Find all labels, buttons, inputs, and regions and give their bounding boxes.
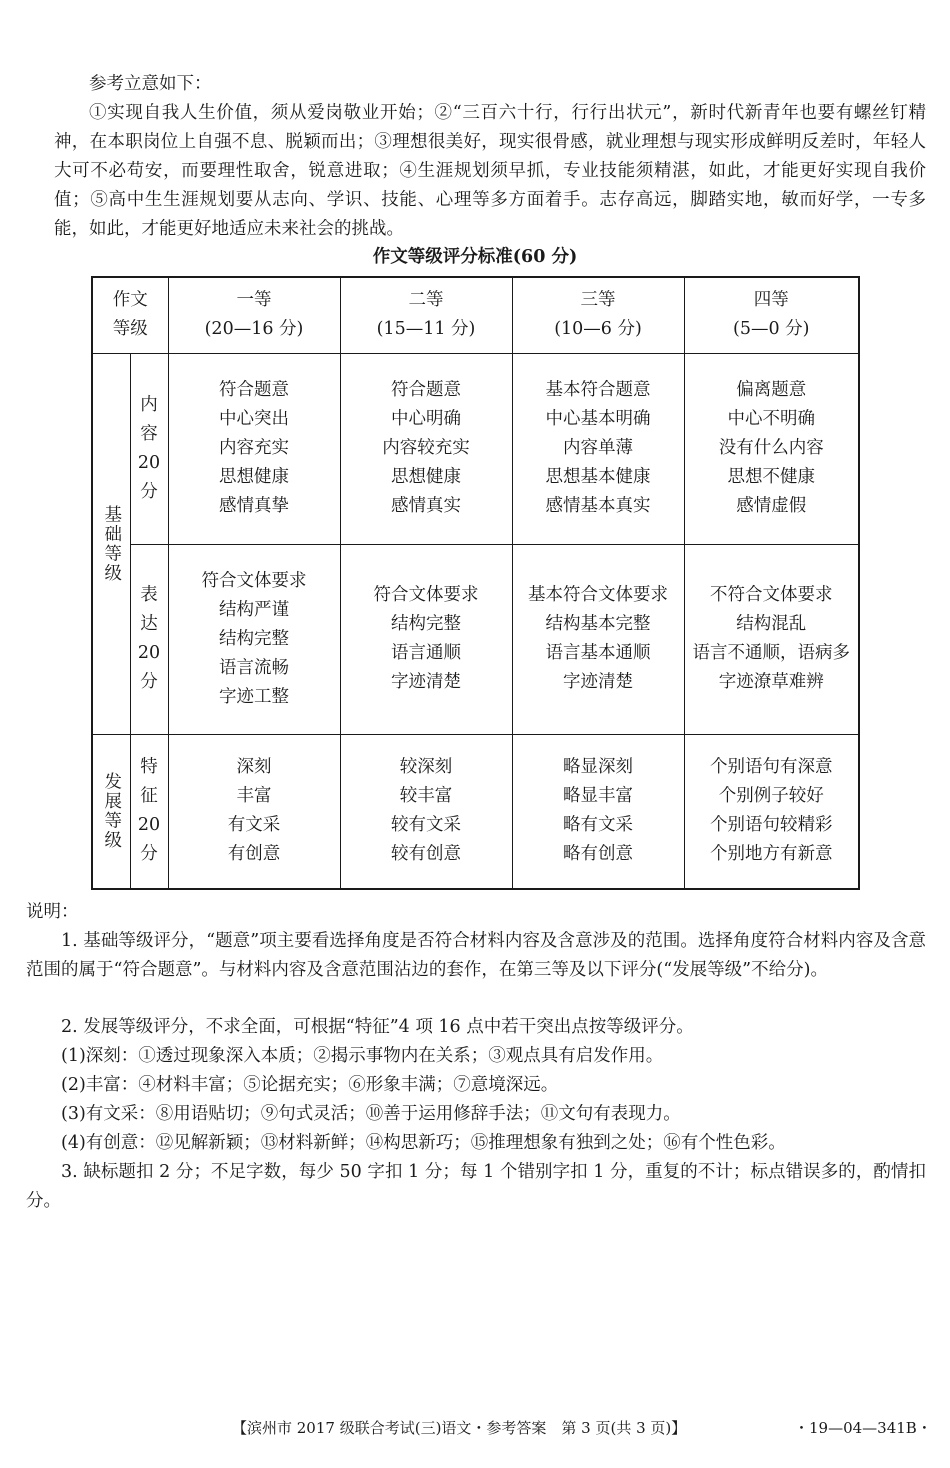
table-row-expression — [92, 544, 859, 734]
row-label-feature: 特 征 20 分 — [130, 734, 168, 889]
intro-body: ①实现自我人生价值，须从爱岗敬业开始；②“三百六十行，行行出状元”，新时代新青年也要有螺丝钉精神，在本职岗位上自强不息、脱颖而出；③理想很美好，现实很骨感，就业理想与现实形成鲜明反差时，年轻人大可不必苟安，而要理性取舍，锐意进取；④生涯规划须早抓，专业技能须精湛，如此，才能更好实现自我价值；⑤高中生生涯规划要从志向、学识、技能、心理等多方面着手。志存高远，脚踏实地，敏而好学，一专多能，如此，才能更好地适应未来社会的挑战。 — [54, 103, 926, 239]
table-row-content — [92, 353, 859, 544]
table-header-row — [92, 277, 859, 353]
feature-grade-1: 深刻 丰富 有文采 有创意 — [168, 734, 340, 889]
expression-grade-2: 符合文体要求 结构完整 语言通顺 字迹清楚 — [340, 544, 512, 734]
table-row-feature — [92, 734, 859, 889]
footer-code: ・19—04—341B・ — [794, 1419, 932, 1437]
header-grade-2: 二等 (15—11 分) — [340, 277, 512, 353]
notes-heading: 说明： — [26, 902, 79, 922]
expression-grade-3: 基本符合文体要求 结构基本完整 语言基本通顺 字迹清楚 — [512, 544, 684, 734]
note-item-2: 2. 发展等级评分，不求全面，可根据“特征”4 项 16 点中若干突出点按等级评分。 — [61, 1017, 694, 1037]
corner-cell: 作文 等级 — [92, 277, 168, 353]
note-item-3: (1)深刻：①透过现象深入本质；②揭示事物内在关系；③观点具有启发作用。 — [61, 1046, 664, 1066]
row-label-content: 内 容 20 分 — [130, 353, 168, 544]
expression-grade-4: 不符合文体要求 结构混乱 语言不通顺，语病多 字迹潦草难辨 — [684, 544, 859, 734]
content-grade-4: 偏离题意 中心不明确 没有什么内容 思想不健康 感情虚假 — [684, 353, 859, 544]
note-item-7: 3. 缺标题扣 2 分；不足字数，每少 50 字扣 1 分；每 1 个错别字扣 1 分，重复的不计；标点错误多的，酌情扣分。 — [26, 1162, 926, 1211]
group-basic-label: 基础等级 — [92, 353, 130, 734]
feature-grade-4: 个别语句有深意 个别例子较好 个别语句较精彩 个别地方有新意 — [684, 734, 859, 889]
header-grade-1: 一等 (20—16 分) — [168, 277, 340, 353]
intro-heading: 参考立意如下： — [89, 74, 212, 94]
grading-table — [91, 276, 860, 890]
note-item-6: (4)有创意：⑫见解新颖；⑬材料新鲜；⑭构思新巧；⑮推理想象有独到之处；⑯有个性色彩。 — [61, 1133, 786, 1153]
group-develop-label: 发展等级 — [92, 734, 130, 889]
header-grade-3: 三等 (10—6 分) — [512, 277, 684, 353]
table-title: 作文等级评分标准(60 分) — [372, 247, 578, 267]
content-grade-2: 符合题意 中心明确 内容较充实 思想健康 感情真实 — [340, 353, 512, 544]
content-grade-3: 基本符合题意 中心基本明确 内容单薄 思想基本健康 感情基本真实 — [512, 353, 684, 544]
note-item-5: (3)有文采：⑧用语贴切；⑨句式灵活；⑩善于运用修辞手法；⑪文句有表现力。 — [61, 1104, 681, 1124]
note-item-1: 1. 基础等级评分，“题意”项主要看选择角度是否符合材料内容及含意涉及的范围。选择角度符合材料内容及含意范围的属于“符合题意”。与材料内容及含意范围沾边的套作，在第三等及以下评分(“发展等级”不给分)。 — [26, 931, 926, 980]
expression-grade-1: 符合文体要求 结构严谨 结构完整 语言流畅 字迹工整 — [168, 544, 340, 734]
feature-grade-3: 略显深刻 略显丰富 略有文采 略有创意 — [512, 734, 684, 889]
content-grade-1: 符合题意 中心突出 内容充实 思想健康 感情真挚 — [168, 353, 340, 544]
feature-grade-2: 较深刻 较丰富 较有文采 较有创意 — [340, 734, 512, 889]
row-label-expression: 表 达 20 分 — [130, 544, 168, 734]
note-item-4: (2)丰富：④材料丰富；⑤论据充实；⑥形象丰满；⑦意境深远。 — [61, 1075, 559, 1095]
footer-exam-info: 【滨州市 2017 级联合考试(三)语文・参考答案 第 3 页(共 3 页)】 — [232, 1419, 687, 1437]
header-grade-4: 四等 (5—0 分) — [684, 277, 859, 353]
